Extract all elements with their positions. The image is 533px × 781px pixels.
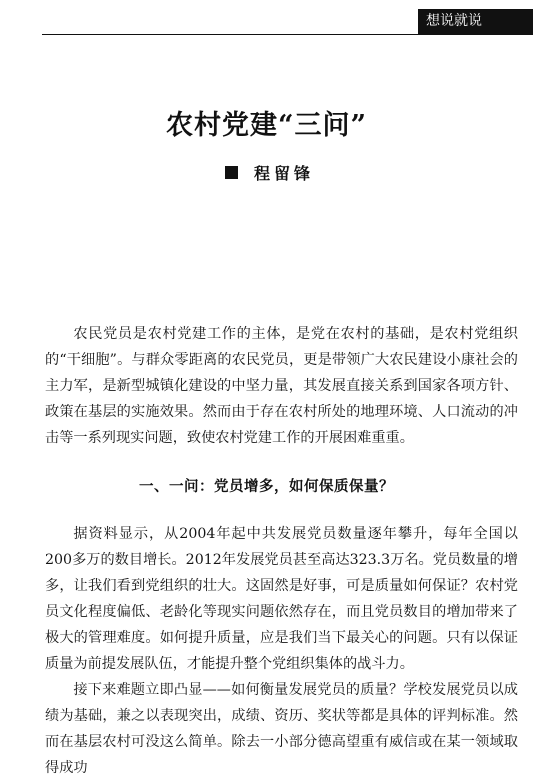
header-rule: [42, 34, 533, 35]
column-tag: 想说就说: [418, 9, 533, 34]
section-body: [45, 521, 518, 781]
article-title: 农村党建“三问”: [165, 110, 368, 141]
body-paragraph: 接下来难题立即凸显——如何衡量发展党员的质量？学校发展党员以成绩为基础，兼之以表现突出，成绩、资历、奖状等都是具体的评判标准。然而在基层农村可没这么简单。除去一小部分德高望重有威信或在某一领域取得成功: [45, 682, 518, 776]
byline: [225, 161, 314, 183]
section-heading: 一、一问：党员增多，如何保质保量？: [139, 479, 394, 495]
byline-square-icon: [225, 166, 238, 179]
intro-paragraph: 农民党员是农村党建工作的主体，是党在农村的基础，是农村党组织的“干细胞”。与群众零距离的农民党员，更是带领广大农民建设小康社会的主力军，是新型城镇化建设的中坚力量，其发展直接关系到国家各项方针、政策在基层的实施效果。然而由于存在农村所处的地理环境、人口流动的冲击等一系列现实问题，致使农村党建工作的开展困难重重。: [45, 326, 518, 446]
intro-block: [45, 321, 518, 451]
body-paragraph: 据资料显示，从2004年起中共发展党员数量逐年攀升，每年全国以200多万的数目增长。2012年发展党员甚至高达323.3万名。党员数量的增多，让我们看到党组织的壮大。这固然是好事，可是质量如何保证？农村党员文化程度偏低、老龄化等现实问题依然存在，而且党员数目的增加带来了极大的管理难度。如何提升质量，应是我们当下最关心的问题。只有以保证质量为前提发展队伍，才能提升整个党组织集体的战斗力。: [45, 526, 518, 672]
author-name: 程留锋: [254, 163, 315, 183]
